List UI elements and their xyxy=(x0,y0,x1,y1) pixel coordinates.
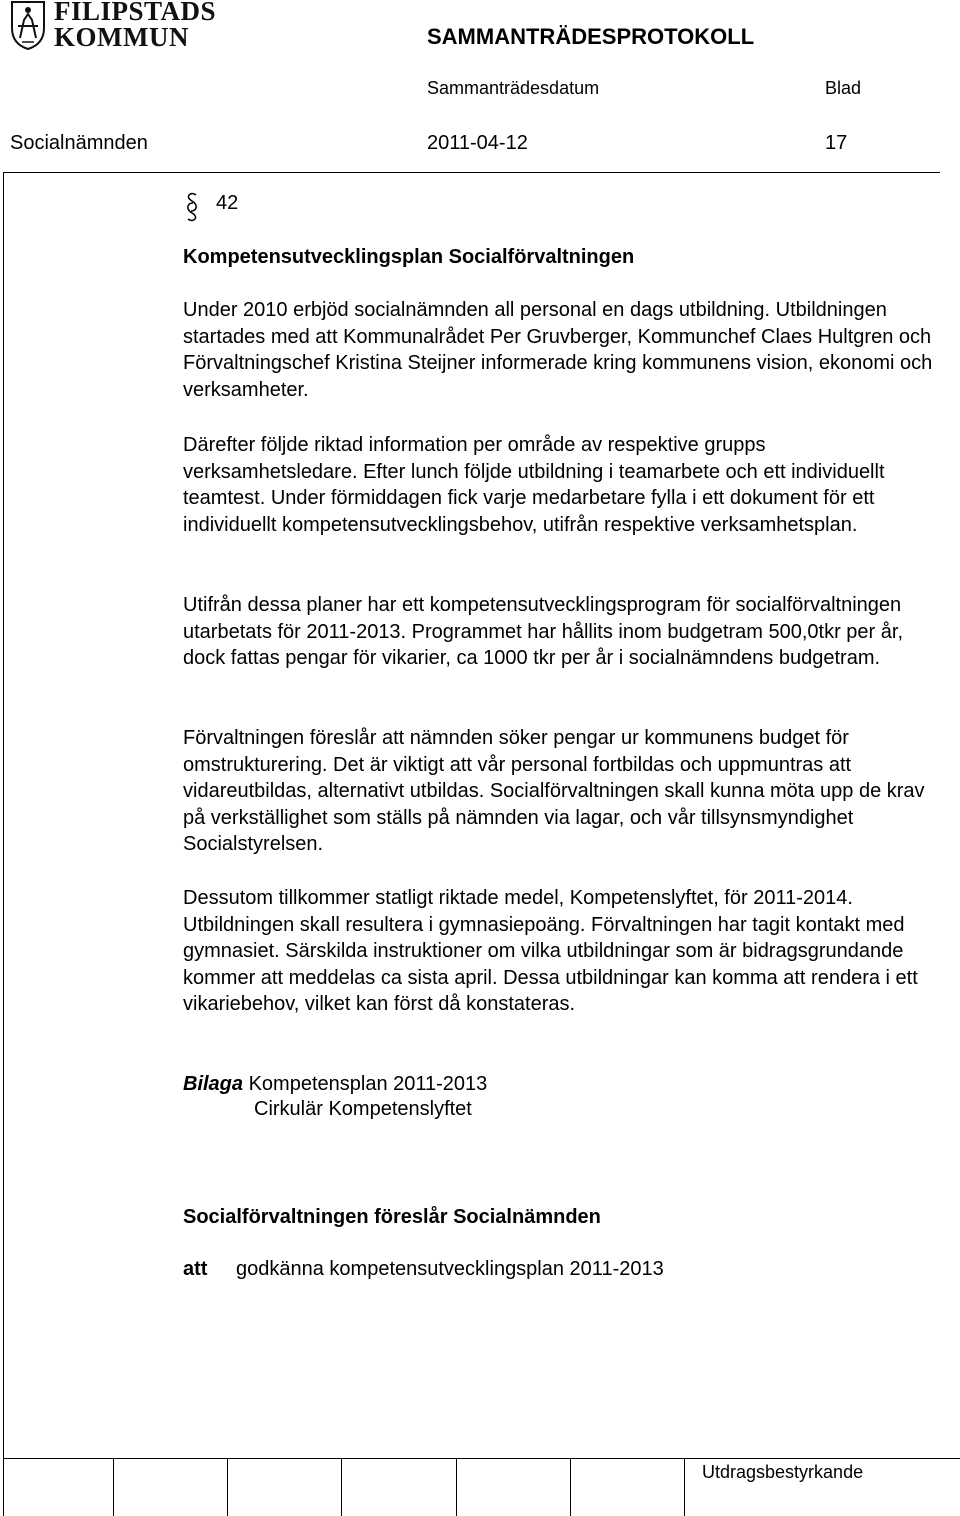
attachment-item: Kompetensplan 2011-2013 xyxy=(248,1073,488,1095)
section-number: 42 xyxy=(216,192,239,214)
proposal-att: att xyxy=(183,1258,208,1280)
body-paragraph-5: Dessutom tillkommer statligt riktade medel, Kompetenslyftet, för 2011-2014. Utbildningen skall resultera i gymnasiepoäng. Förvaltningen har tagit kontakt med gymnasiet. Särskilda instruktioner om vilka utbildningar som är bidragsgrundande kommer att meddelas ca sista april. Dessa utbildningar kan komma att rendera i ett vikariebehov, vilket kan först då konstateras. xyxy=(183,887,918,1016)
logo-text-line1: FILIPSTADS xyxy=(54,0,217,26)
committee-name: Socialnämnden xyxy=(10,132,148,154)
certification-label: Utdragsbestyrkande xyxy=(702,1462,864,1482)
municipality-logo xyxy=(10,0,230,52)
footer-signature-row xyxy=(3,1458,960,1459)
frame-left-border xyxy=(3,172,4,1516)
proposal-heading: Socialförvaltningen föreslår Socialnämnden xyxy=(183,1206,601,1228)
signature-box-divider xyxy=(456,1458,457,1516)
frame-top-border xyxy=(3,172,940,173)
attachment-item: Cirkulär Kompetenslyftet xyxy=(254,1098,472,1120)
page-number: 17 xyxy=(825,132,848,154)
body-paragraph-4: Förvaltningen föreslår att nämnden söker pengar ur kommunens budget för omstrukturering. Det är viktigt att vår personal fortbildas och uppmuntras att vidareutbildas, alternativt utbildas. Socialförvaltningen skall kunna möta upp de krav på verkställighet som ställs på nämnden via lagar, och vår tillsynsmyndighet Socialstyrelsen. xyxy=(183,727,925,856)
body-paragraph-2: Därefter följde riktad information per område av respektive grupps verksamhetsledare. Efter lunch följde utbildning i teamarbete och ett individuellt teamtest. Under förmiddagen fick varje medarbetare fylla i ett dokument för ett individuellt kompetensutvecklingsbehov, utifrån respektive verksamhetsplan. xyxy=(183,434,885,536)
page-label: Blad xyxy=(825,78,862,98)
coat-of-arms-icon xyxy=(10,0,46,50)
meeting-date: 2011-04-12 xyxy=(427,132,528,154)
signature-box-divider xyxy=(570,1458,571,1516)
body-paragraph-3: Utifrån dessa planer har ett kompetensutvecklingsprogram för socialförvaltningen utarbetats för 2011-2013. Programmet har hållits inom budgetram 500,0tkr per år, dock fattas pengar för vikarier, ca 1000 tkr per år i socialnämndens budgetram. xyxy=(183,594,904,670)
signature-box-divider xyxy=(113,1458,114,1516)
signature-box-divider xyxy=(227,1458,228,1516)
signature-box-divider xyxy=(684,1458,685,1516)
body-paragraph-1: Under 2010 erbjöd socialnämnden all personal en dags utbildning. Utbildningen startades med att Kommunalrådet Per Gruvberger, Kommunchef Claes Hultgren och Förvaltningschef Kristina Steijner informerade kring kommunens vision, ekonomi och verksamheter. xyxy=(183,299,933,401)
section-title: Kompetensutvecklingsplan Socialförvaltningen xyxy=(183,246,635,268)
logo-text-line2: KOMMUN xyxy=(54,22,189,52)
date-label: Sammanträdesdatum xyxy=(427,78,600,98)
document-title: SAMMANTRÄDESPROTOKOLL xyxy=(427,24,755,49)
signature-box-divider xyxy=(341,1458,342,1516)
attachments-label: Bilaga xyxy=(183,1073,244,1095)
proposal-text: godkänna kompetensutvecklingsplan 2011-2013 xyxy=(236,1258,664,1280)
section-sign-icon xyxy=(185,192,199,222)
attachments xyxy=(183,1071,487,1098)
